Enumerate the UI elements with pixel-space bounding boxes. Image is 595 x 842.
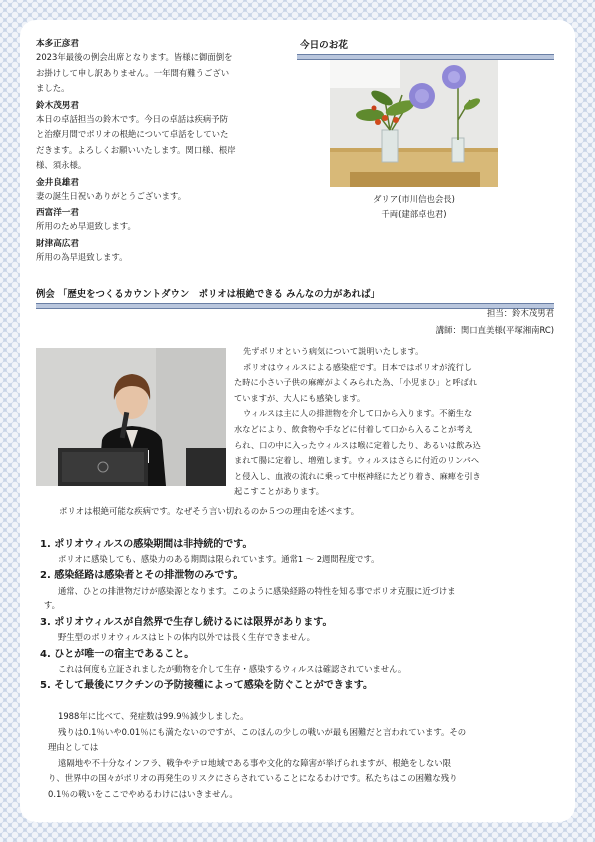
message-line: 妻の誕生日祝いありがとうございます。 [36, 190, 187, 201]
flowers-heading: 今日のお花 [300, 40, 348, 51]
member-name: 金井良雄君 [36, 177, 79, 188]
closing-line: 残りは0.1％いや0.01％にも満たないのですが、このほんの少しの戦いが最も困難だと言われています。その [58, 726, 467, 737]
intro-line: られ、口の中に入ったウィルスは喉に定着したり、あるいは飲み込 [234, 439, 481, 450]
intro-line: ウィルスは主に人の排泄物を介して口から入ります。不衛生な [243, 408, 473, 419]
intro-line: まれて腸に定着し、増殖します。ウィルスはさらに付近のリンパへ [234, 455, 480, 466]
message-line: お掛けして申し訳ありません。一年間有難うござい [36, 67, 230, 78]
intro-line: ていますが、大人にも感染します。 [234, 392, 366, 403]
closing-line: 1988年に比べて、発症数は99.9％減少しました。 [58, 711, 249, 721]
member-name: 西富洋一君 [36, 208, 79, 218]
polio-intro [234, 344, 554, 500]
intro-line: 水などにより、飲食物や手などに付着して口から入ることが考え [234, 423, 473, 434]
flower-caption-dahlia: ダリア(市川信也会長) [373, 194, 455, 204]
reason-title: 4. ひとが唯一の宿主であること。 [40, 649, 195, 660]
reason-text: 野生型のポリオウィルスはヒトの体内以外では長く生存できません。 [58, 632, 315, 642]
member-name: 財津高広君 [36, 238, 79, 249]
speaker-image [36, 348, 226, 486]
reason-text: す。 [44, 600, 60, 610]
flower-photo [330, 60, 498, 187]
closing-line: 遠隔地や不十分なインフラ、戦争やテロ地域である事や文化的な障害が挙げられますが、根絶をしない限 [58, 757, 451, 768]
message-line: 所用のため早退致します。 [36, 221, 136, 231]
member-name: 鈴木茂男君 [36, 100, 79, 111]
speaker-photo [36, 348, 226, 486]
message-block [36, 177, 286, 205]
message-line: だきます。よろしくお願いいたします。関口様、根岸 [36, 144, 236, 155]
message-line: 様、須永様。 [36, 160, 87, 170]
meeting-heading-rule [36, 303, 554, 309]
newsletter-page [20, 20, 575, 822]
message-line: 所用の為早退致します。 [36, 251, 128, 262]
intro-line: ポリオはウィルスによる感染症です。日本ではポリオが流行し [243, 361, 473, 372]
intro-line: 先ずポリオという病気について説明いたします。 [243, 346, 424, 356]
closing-line: 0.1％の戦いをここでやめるわけにはいきません。 [48, 788, 238, 799]
message-line: と治療月間でポリオの根絶について卓話をしていた [36, 129, 229, 139]
closing-line: り、世界中の国々がポリオの再発生のリスクにさらされていることになるわけです。私たちはこの困難な残り [48, 773, 458, 783]
flower-arrangement-image [330, 60, 498, 187]
reason-text: ポリオに感染しても、感染力のある期間は限られています。通常1 ～ 2週間程度です。 [58, 554, 380, 564]
member-messages [36, 38, 286, 265]
charge-person: 担当：鈴木茂男君 [487, 308, 554, 318]
meeting-heading: 例会 「歴史をつくるカウントダウン ポリオは根絶できる みんなの力があれば」 [36, 289, 380, 300]
intro-line: と侵入し、血液の流れに乗って中枢神経にたどり着き、麻痺を引き [234, 470, 481, 481]
message-block [36, 100, 286, 174]
message-block [36, 207, 286, 235]
flower-caption-senryo: 千両(建部卓也君) [381, 209, 447, 219]
message-line: 2023年最後の例会出席となります。皆様に御面倒を [36, 52, 233, 62]
message-block [36, 238, 286, 266]
reason-title: 5. そして最後にワクチンの予防接種によって感染を防ぐことができます。 [40, 680, 373, 691]
intro-line: 起こすことがあります。 [234, 486, 324, 497]
reasons-list [40, 537, 555, 694]
reason-text: これは何度も立証されましたが動物を介して生存・感染するウィルスは確認されていません。 [58, 664, 407, 674]
message-block [36, 38, 286, 97]
closing-paragraph [48, 709, 558, 802]
intro-line: た時に小さい子供の麻痺がよくみられた為、「小児まひ」と呼ばれ [234, 377, 478, 388]
message-line: ました。 [36, 83, 70, 93]
reason-text: 通常、ひとの排泄物だけが感染源となります。このように感染経路の特性を知る事でポリオ克服に近づけま [58, 586, 456, 596]
speaker-name: 講師：関口直美様(平塚湘南RC) [435, 325, 554, 335]
closing-line: 理由としては [48, 742, 99, 752]
member-name: 本多正彦君 [36, 39, 79, 49]
reasons-intro: ポリオは根絶可能な疾病です。なぜそう言い切れるのか５つの理由を述べます。 [59, 506, 360, 516]
reason-title: 2. 感染経路は感染者とその排泄物のみです。 [40, 570, 244, 581]
message-line: 本日の卓話担当の鈴木です。今日の卓話は疾病予防 [36, 113, 228, 124]
reason-title: 1. ポリオウィルスの感染期間は非持続的です。 [40, 539, 253, 550]
reason-title: 3. ポリオウィルスが自然界で生存し続けるには限界があります。 [40, 617, 333, 628]
